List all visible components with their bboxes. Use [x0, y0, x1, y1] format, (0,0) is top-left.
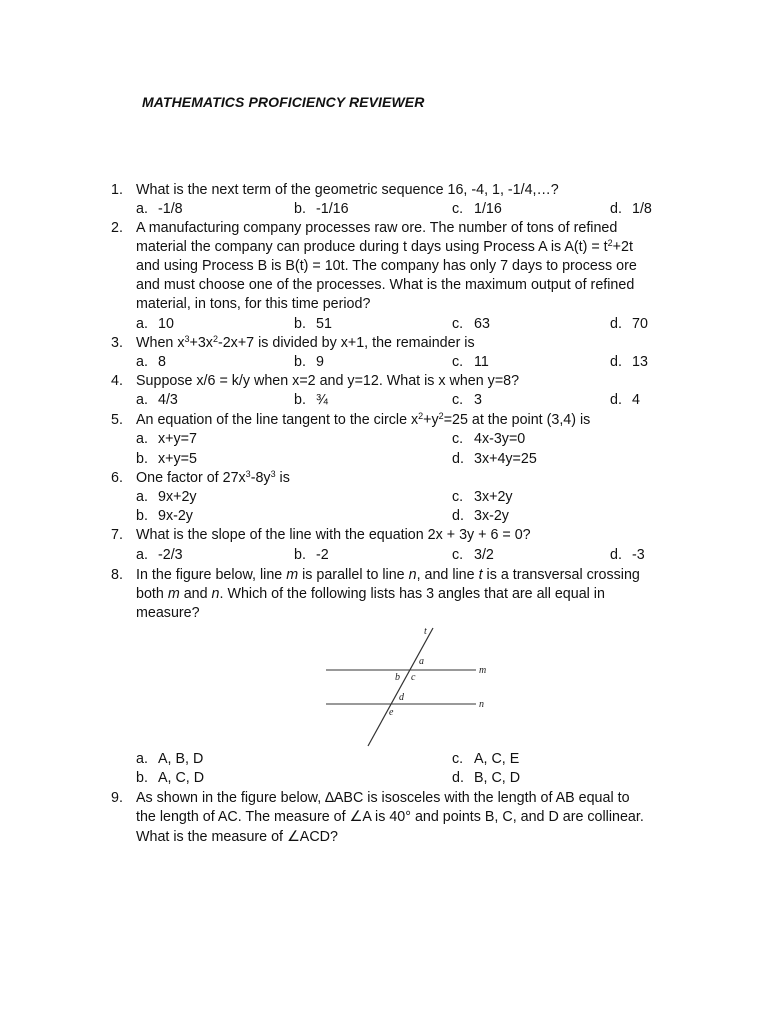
line-t-label: t — [478, 567, 483, 583]
question-text-line — [0, 585, 768, 604]
option-letter: d. — [610, 201, 622, 217]
question-9 — [0, 789, 768, 808]
question-text-line — [0, 238, 768, 257]
option-letter: a. — [136, 431, 148, 447]
option-letter: d. — [610, 392, 622, 408]
question-3-options — [0, 353, 768, 372]
option-value: x+y=7 — [158, 431, 197, 447]
question-5-options-row-1 — [0, 430, 768, 449]
label-e: e — [389, 707, 394, 718]
option-letter: b. — [136, 770, 148, 786]
question-3 — [0, 334, 768, 353]
question-text-line — [0, 604, 768, 623]
superscript: 3 — [270, 469, 276, 479]
question-text: =25 at the point (3,4) is — [443, 412, 591, 428]
label-d: d — [399, 692, 404, 703]
question-text: the length of AC. The measure of ∠A is 40° and points B, C, and D are collinear. — [136, 809, 644, 825]
option-letter: c. — [452, 354, 464, 370]
option-letter: d. — [452, 508, 464, 524]
superscript: 3 — [184, 334, 190, 344]
question-text: is — [275, 470, 290, 486]
option-value: -1/8 — [158, 201, 183, 217]
question-text: +2t — [612, 239, 633, 255]
question-text: As shown in the figure below, ∆ABC is isosceles with the length of AB equal to — [136, 790, 630, 806]
question-text: -8y — [250, 470, 271, 486]
question-text: material, in tons, for this time period? — [136, 296, 371, 312]
question-text: -2x+7 is divided by x+1, the remainder is — [217, 335, 475, 351]
superscript: 2 — [212, 334, 218, 344]
option-value: 8 — [158, 354, 166, 370]
question-text-line — [0, 295, 768, 314]
line-t — [368, 628, 433, 746]
option-value: 4x-3y=0 — [474, 431, 526, 447]
question-number: 1. — [111, 182, 123, 198]
label-m: m — [479, 665, 487, 676]
question-text-line — [0, 276, 768, 295]
question-8-options-row-2 — [0, 769, 768, 788]
option-value: 11 — [474, 354, 489, 370]
question-2-options — [0, 315, 768, 334]
option-letter: d. — [610, 547, 622, 563]
option-value: 3 — [474, 392, 482, 408]
option-letter: a. — [136, 354, 148, 370]
question-text-line — [0, 257, 768, 276]
option-value: -3 — [632, 547, 645, 563]
question-number: 8. — [111, 567, 123, 583]
option-letter: d. — [610, 316, 622, 332]
option-letter: c. — [452, 316, 464, 332]
parallel-lines-figure — [318, 622, 498, 748]
option-value: 70 — [632, 316, 648, 332]
option-value: 9x+2y — [158, 489, 197, 505]
option-letter: c. — [452, 751, 464, 767]
label-b: b — [395, 672, 400, 683]
question-7-options — [0, 546, 768, 565]
question-text: , and line — [416, 567, 479, 583]
question-text: and must choose one of the processes. What is the maximum output of refined — [136, 277, 635, 293]
question-5 — [0, 411, 768, 430]
question-text: is a transversal crossing — [482, 567, 640, 583]
question-text: both — [136, 586, 168, 602]
option-letter: b. — [294, 392, 306, 408]
question-text: A manufacturing company processes raw ore. The number of tons of refined — [136, 220, 618, 236]
question-text: . Which of the following lists has 3 angles that are all equal in — [219, 586, 605, 602]
option-letter: b. — [136, 451, 148, 467]
question-text: One factor of 27x — [136, 470, 246, 486]
question-number: 3. — [111, 335, 123, 351]
question-text-line — [0, 828, 768, 847]
question-6-options-row-1 — [0, 488, 768, 507]
option-letter: b. — [294, 316, 306, 332]
question-7 — [0, 526, 768, 545]
question-8 — [0, 566, 768, 585]
option-value: 3x-2y — [474, 508, 509, 524]
question-text: An equation of the line tangent to the circle x — [136, 412, 419, 428]
question-8-options-row-1 — [0, 750, 768, 769]
option-letter: c. — [452, 547, 464, 563]
option-value: x+y=5 — [158, 451, 197, 467]
question-6 — [0, 469, 768, 488]
question-4-options — [0, 391, 768, 410]
option-value: 3x+4y=25 — [474, 451, 537, 467]
label-c: c — [411, 672, 416, 683]
option-value: 51 — [316, 316, 332, 332]
option-letter: b. — [136, 508, 148, 524]
option-value: 10 — [158, 316, 174, 332]
question-number: 7. — [111, 527, 123, 543]
option-value: ¾ — [316, 392, 328, 408]
option-letter: a. — [136, 751, 148, 767]
question-number: 9. — [111, 790, 123, 806]
question-1 — [0, 181, 768, 200]
option-letter: a. — [136, 547, 148, 563]
option-value: 3/2 — [474, 547, 494, 563]
option-letter: a. — [136, 392, 148, 408]
line-n-label: n — [408, 567, 417, 583]
option-letter: c. — [452, 392, 464, 408]
option-value: -1/16 — [316, 201, 349, 217]
option-value: 3x+2y — [474, 489, 513, 505]
option-letter: b. — [294, 547, 306, 563]
option-letter: c. — [452, 431, 464, 447]
line-m-label: m — [167, 586, 180, 602]
question-text: and — [179, 586, 212, 602]
option-value: -2/3 — [158, 547, 183, 563]
option-letter: d. — [452, 770, 464, 786]
question-text: material the company can produce during t days using Process A is A(t) = t — [136, 239, 608, 255]
option-letter: c. — [452, 201, 464, 217]
superscript: 2 — [607, 238, 613, 248]
question-text-line — [0, 808, 768, 827]
option-letter: a. — [136, 201, 148, 217]
option-value: A, C, D — [158, 770, 205, 786]
option-value: 9 — [316, 354, 324, 370]
question-text: Suppose x/6 = k/y when x=2 and y=12. What is x when y=8? — [136, 373, 520, 389]
option-value: B, C, D — [474, 770, 521, 786]
option-letter: a. — [136, 489, 148, 505]
option-value: -2 — [316, 547, 329, 563]
option-letter: c. — [452, 489, 464, 505]
question-text: +3x — [189, 335, 213, 351]
line-n-label: n — [211, 586, 220, 602]
option-value: 4 — [632, 392, 640, 408]
option-letter: b. — [294, 354, 306, 370]
question-5-options-row-2 — [0, 450, 768, 469]
question-number: 5. — [111, 412, 123, 428]
option-value: A, C, E — [474, 751, 520, 767]
question-text: When x — [136, 335, 185, 351]
option-value: 1/16 — [474, 201, 502, 217]
question-number: 2. — [111, 220, 123, 236]
option-letter: d. — [610, 354, 622, 370]
question-text: What is the measure of ∠ACD? — [136, 829, 338, 845]
page-title: MATHEMATICS PROFICIENCY REVIEWER — [142, 94, 425, 110]
question-6-options-row-2 — [0, 507, 768, 526]
superscript: 3 — [245, 469, 251, 479]
option-letter: b. — [294, 201, 306, 217]
option-value: 13 — [632, 354, 648, 370]
option-value: 9x-2y — [158, 508, 193, 524]
question-text: measure? — [136, 605, 200, 621]
question-text: and using Process B is B(t) = 10t. The company has only 7 days to process ore — [136, 258, 637, 274]
option-letter: d. — [452, 451, 464, 467]
question-number: 6. — [111, 470, 123, 486]
line-m-label: m — [286, 567, 299, 583]
option-value: 4/3 — [158, 392, 178, 408]
question-text: In the figure below, line — [136, 567, 287, 583]
label-n: n — [479, 699, 484, 710]
label-a: a — [419, 656, 424, 667]
superscript: 2 — [418, 411, 424, 421]
option-value: 1/8 — [632, 201, 652, 217]
option-value: A, B, D — [158, 751, 204, 767]
question-text: +y — [423, 412, 439, 428]
question-4 — [0, 372, 768, 391]
option-letter: a. — [136, 316, 148, 332]
question-text: What is the next term of the geometric sequence 16, -4, 1, -1/4,…? — [136, 182, 559, 198]
question-2 — [0, 219, 768, 238]
superscript: 2 — [438, 411, 444, 421]
question-1-options — [0, 200, 768, 219]
question-text: What is the slope of the line with the equation 2x + 3y + 6 = 0? — [136, 527, 531, 543]
option-value: 63 — [474, 316, 490, 332]
question-text: is parallel to line — [298, 567, 409, 583]
label-t: t — [424, 626, 427, 637]
question-number: 4. — [111, 373, 123, 389]
